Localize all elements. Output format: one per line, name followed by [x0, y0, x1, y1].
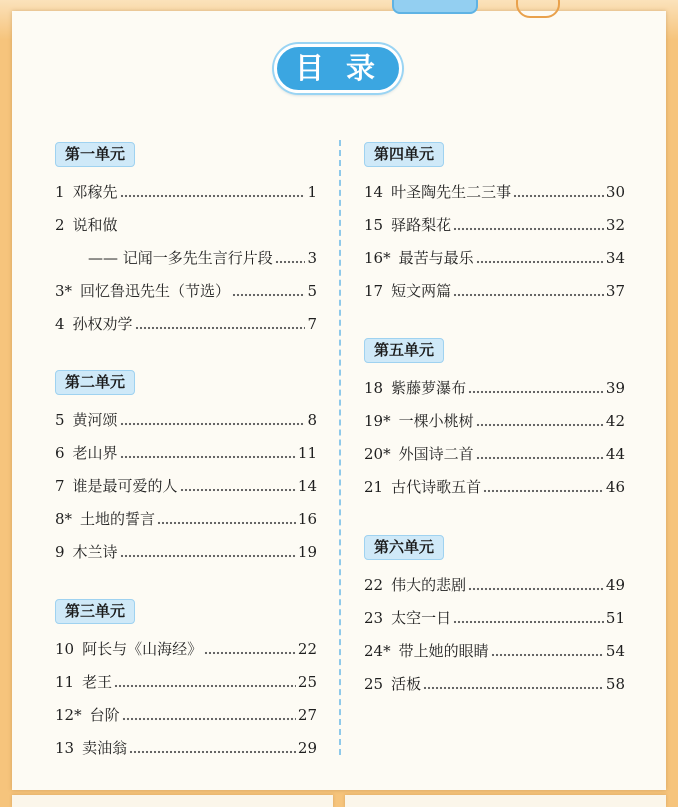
- lesson-title: 伟大的悲剧: [391, 576, 467, 594]
- toc-entry: [364, 568, 625, 601]
- page-number: 27: [297, 705, 317, 724]
- unit-heading: 第三单元: [55, 599, 135, 624]
- toc-entry: [364, 437, 625, 470]
- toc-entry: [364, 470, 625, 503]
- unit-heading: 第六单元: [364, 535, 444, 560]
- unit-heading: 第五单元: [364, 338, 444, 363]
- lesson-title: 一棵小桃树: [398, 412, 474, 430]
- dot-leader: [135, 316, 306, 331]
- page-number: 30: [605, 182, 625, 201]
- dot-leader: [453, 610, 604, 625]
- dot-leader: [423, 676, 604, 691]
- toc-entry: [55, 665, 317, 698]
- lesson-number: 5: [55, 410, 65, 429]
- toc-entry: [55, 698, 317, 731]
- lesson-title: 古代诗歌五首: [391, 478, 482, 496]
- lesson-number: 21: [364, 477, 384, 496]
- lesson-number: 23: [364, 608, 384, 627]
- unit-4: [364, 142, 625, 307]
- toc-entry: [55, 535, 317, 568]
- lesson-title: 活板: [391, 675, 422, 693]
- dot-leader: [476, 413, 604, 428]
- toc-entry: [55, 436, 317, 469]
- page-number: 39: [605, 378, 625, 397]
- dot-leader: [476, 446, 604, 461]
- toc-entry: [55, 632, 317, 665]
- toc-entry: [55, 307, 317, 340]
- dot-leader: [453, 283, 604, 298]
- page-number: 22: [297, 639, 317, 658]
- lesson-title: 黄河颂: [72, 411, 118, 429]
- lesson-title: 卖油翁: [82, 739, 128, 757]
- dot-leader: [468, 380, 604, 395]
- unit-1: [55, 142, 317, 340]
- toc-entry: [364, 667, 625, 700]
- lesson-title: 驿路梨花: [391, 216, 452, 234]
- lesson-subtitle: —— 记闻一多先生言行片段: [88, 249, 273, 267]
- lesson-number: 4: [55, 314, 65, 333]
- page-number: 5: [307, 281, 317, 300]
- lesson-number: 25: [364, 674, 384, 693]
- page-number: 58: [605, 674, 625, 693]
- page-number: 3: [307, 248, 317, 267]
- paper-clip-icon: [516, 0, 560, 18]
- lesson-number: 10: [55, 639, 75, 658]
- page-number: 11: [297, 443, 317, 462]
- toc-entry: [364, 208, 625, 241]
- toc-entry: [364, 274, 625, 307]
- page-number: 42: [605, 411, 625, 430]
- page-number: 44: [605, 444, 625, 463]
- lesson-number: 19*: [364, 411, 391, 430]
- lesson-number: 17: [364, 281, 384, 300]
- dot-leader: [204, 641, 296, 656]
- entry-list: [55, 403, 317, 568]
- unit-heading: 第一单元: [55, 142, 135, 167]
- lesson-number: 24*: [364, 641, 391, 660]
- entry-list: [364, 175, 625, 307]
- toc-entry: [55, 274, 317, 307]
- lesson-title: 老山界: [72, 444, 118, 462]
- toc-entry: [364, 371, 625, 404]
- lesson-number: 8*: [55, 509, 73, 528]
- toc-entry: [364, 241, 625, 274]
- unit-3: [55, 599, 317, 764]
- paper-clip-icon: [392, 0, 478, 14]
- page-number: 49: [605, 575, 625, 594]
- page-number: 7: [307, 314, 317, 333]
- lesson-title: 叶圣陶先生二三事: [391, 183, 512, 201]
- unit-heading: 第二单元: [55, 370, 135, 395]
- dot-leader: [232, 283, 305, 298]
- lesson-number: 9: [55, 542, 65, 561]
- toc-entry: [364, 404, 625, 437]
- page-number: 8: [307, 410, 317, 429]
- dot-leader: [275, 250, 306, 265]
- next-page-left: [12, 795, 333, 807]
- lesson-title: 邓稼先: [72, 183, 118, 201]
- toc-entry: [55, 403, 317, 436]
- lesson-title: 太空一日: [391, 609, 452, 627]
- page-number: 14: [297, 476, 317, 495]
- entry-list: [55, 175, 317, 340]
- unit-6: [364, 535, 625, 700]
- lesson-number: 2: [55, 215, 65, 234]
- lesson-number: 13: [55, 738, 75, 757]
- toc-entry: [55, 469, 317, 502]
- page-number: 25: [297, 672, 317, 691]
- dot-leader: [453, 217, 604, 232]
- unit-5: [364, 338, 625, 503]
- toc-entry: [55, 502, 317, 535]
- entry-list: [55, 632, 317, 764]
- lesson-title: 土地的誓言: [80, 510, 156, 528]
- lesson-number: 22: [364, 575, 384, 594]
- lesson-title: 谁是最可爱的人: [72, 477, 178, 495]
- next-page-right: [345, 795, 666, 807]
- toc-entry: [364, 175, 625, 208]
- toc-entry: [55, 175, 317, 208]
- toc-entry: [55, 731, 317, 764]
- dot-leader: [114, 674, 296, 689]
- lesson-title: 木兰诗: [72, 543, 118, 561]
- lesson-number: 16*: [364, 248, 391, 267]
- lesson-title: 短文两篇: [391, 282, 452, 300]
- toc-entry: [364, 601, 625, 634]
- lesson-number: 3*: [55, 281, 73, 300]
- lesson-title: 老王: [82, 673, 113, 691]
- dot-leader: [120, 184, 306, 199]
- dot-leader: [120, 544, 296, 559]
- dot-leader: [483, 479, 604, 494]
- page-number: 19: [297, 542, 317, 561]
- lesson-number: 7: [55, 476, 65, 495]
- page-number: 34: [605, 248, 625, 267]
- page-number: 29: [297, 738, 317, 757]
- dot-leader: [180, 478, 296, 493]
- lesson-number: 11: [55, 672, 75, 691]
- lesson-title: 外国诗二首: [398, 445, 474, 463]
- column-divider: [339, 140, 341, 755]
- lesson-number: 6: [55, 443, 65, 462]
- toc-entry-subtitle: [55, 241, 317, 274]
- page-title: 目 录: [274, 44, 402, 93]
- dot-leader: [120, 445, 296, 460]
- unit-2: [55, 370, 317, 568]
- dot-leader: [513, 184, 604, 199]
- dot-leader: [120, 412, 306, 427]
- dot-leader: [476, 250, 604, 265]
- lesson-title: 回忆鲁迅先生（节选）: [80, 282, 231, 300]
- lesson-title: 阿长与《山海经》: [82, 640, 203, 658]
- lesson-title: 最苦与最乐: [398, 249, 474, 267]
- lesson-number: 18: [364, 378, 384, 397]
- dot-leader: [122, 707, 296, 722]
- lesson-number: 12*: [55, 705, 82, 724]
- toc-entry: [55, 208, 317, 241]
- dot-leader: [491, 643, 604, 658]
- page-number: 37: [605, 281, 625, 300]
- lesson-number: 14: [364, 182, 384, 201]
- dot-leader: [129, 740, 296, 755]
- lesson-number: 20*: [364, 444, 391, 463]
- lesson-title: 孙权劝学: [72, 315, 133, 333]
- dot-leader: [157, 511, 296, 526]
- lesson-number: 1: [55, 182, 65, 201]
- unit-heading: 第四单元: [364, 142, 444, 167]
- entry-list: [364, 568, 625, 700]
- page-number: 1: [307, 182, 317, 201]
- lesson-title: 台阶: [89, 706, 120, 724]
- toc-entry: [364, 634, 625, 667]
- page-number: 46: [605, 477, 625, 496]
- lesson-number: 15: [364, 215, 384, 234]
- entry-list: [364, 371, 625, 503]
- dot-leader: [468, 577, 604, 592]
- page-number: 16: [297, 509, 317, 528]
- lesson-title: 说和做: [72, 216, 118, 234]
- page-number: 51: [605, 608, 625, 627]
- lesson-title: 带上她的眼睛: [398, 642, 489, 660]
- lesson-title: 紫藤萝瀑布: [391, 379, 467, 397]
- page-number: 32: [605, 215, 625, 234]
- page-number: 54: [605, 641, 625, 660]
